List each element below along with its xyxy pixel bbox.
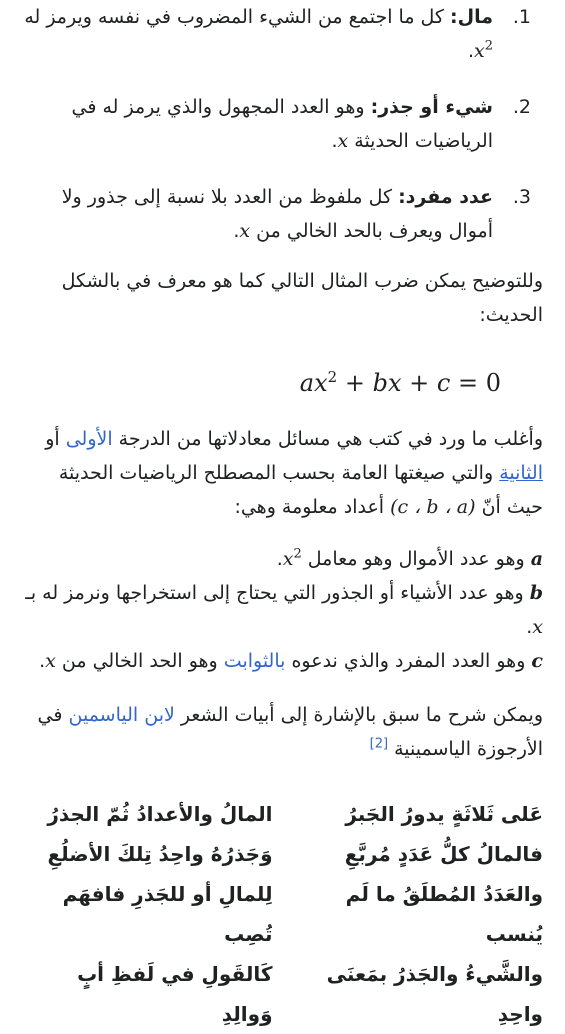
math-symbol: x xyxy=(532,616,543,638)
math-symbol: x xyxy=(337,130,349,152)
coefficients-math: (c ، b ، a) xyxy=(390,496,476,518)
verse-second-half: لِلمالِ أو للجَذرِ فافهَم تُصِب xyxy=(62,882,273,946)
item-number: 2. xyxy=(512,96,531,118)
reference-link[interactable]: [2] xyxy=(369,736,389,752)
item-number: 3. xyxy=(512,186,531,208)
definition-text: وهو العدد المجهول والذي يرمز له في الرياضيات الحديثة xyxy=(71,96,493,152)
first-degree-link[interactable]: الأولى xyxy=(65,428,113,450)
coefficient-symbol: c xyxy=(531,650,543,672)
item-number: 1. xyxy=(512,6,531,28)
definition-term: عدد مفرد: xyxy=(398,186,493,208)
definition-item: 1. مال: كل ما اجتمع من الشيء المضروب في نفسه ويرمز له $x^2$. xyxy=(22,0,543,68)
intro-paragraph: وللتوضيح يمكن ضرب المثال التالي كما هو معرف في بالشكل الحديث: xyxy=(61,270,543,326)
verse-second-half: المالُ والأعدادُ ثُمّ الجذرُ xyxy=(47,802,273,826)
coefficient-symbol: a xyxy=(530,548,543,570)
verse-second-half: كَالقَولِ في لَفظِ أبٍ وَوالِدِ xyxy=(77,962,273,1026)
verse-first-half: والعَدَدُ المُطلَقُ ما لَم يُنسب xyxy=(345,882,543,946)
math-symbol: x xyxy=(239,220,251,242)
definition-term: مال: xyxy=(450,6,493,28)
verse-second-half: وَجَذرُهُ واحِدُ تِلكَ الأضلُعِ xyxy=(47,842,273,866)
verse-first-half: عَلى ثَلاثَةٍ يدورُ الجَبرُ xyxy=(345,802,543,826)
poem-intro-paragraph: ويمكن شرح ما سبق بالإشارة إلى أبيات الشعر لابن الياسمين في الأرجوزة الياسمينية [2] xyxy=(37,704,543,760)
definition-item: 3. عدد مفرد: كل ملفوظ من العدد بلا نسبة إلى جذور ولا أموال ويعرف بالحد الخالي من x. xyxy=(22,180,543,248)
definition-text: كل ما اجتمع من الشيء المضروب في نفسه ويرمز له xyxy=(24,6,444,28)
coefficient-item: c وهو العدد المفرد والذي ندعوه بالثوابت وهو الحد الخالي من x. xyxy=(39,650,543,672)
math-symbol: $x^2$ xyxy=(474,38,493,62)
definition-item: 2. شيء أو جذر: وهو العدد المجهول والذي يرمز له في الرياضيات الحديثة x. xyxy=(22,90,543,158)
poem-verses xyxy=(22,794,543,1034)
math-symbol: x xyxy=(45,650,56,672)
definitions-list xyxy=(22,0,543,248)
constants-link[interactable]: بالثوابت xyxy=(223,650,286,672)
quadratic-formula: $ax^2$ + bx + c = 0 xyxy=(299,368,501,397)
verse-first-half: والشَّيءُ والجَذرُ بمَعنَى واحِدِ xyxy=(326,962,543,1026)
verse-first-half: فالمالُ كلُّ عَدَدٍ مُربَّعِ xyxy=(344,842,543,866)
math-symbol: $x^2$ xyxy=(282,546,302,570)
coefficient-symbol: b xyxy=(529,582,543,604)
second-degree-link[interactable]: الثانية xyxy=(499,462,543,484)
coefficient-item: b وهو عدد الأشياء أو الجذور التي يحتاج إلى استخراجها ونرمز له بـ x. xyxy=(25,582,543,638)
definition-term: شيء أو جذر: xyxy=(370,96,493,118)
coefficient-item: a وهو عدد الأموال وهو معامل $x^2$. xyxy=(276,546,543,570)
definition-text: كل ملفوظ من العدد بلا نسبة إلى جذور ولا أموال ويعرف بالحد الخالي من xyxy=(61,186,493,242)
coefficient-list xyxy=(22,542,543,678)
equations-paragraph: وأغلب ما ورد في كتب هي مسائل معادلاتها من الدرجة الأولى أو الثانية والتي صيغتها العامة بحسب المصطلح الرياضيات الحديثة حيث أنّ (c ، b ، a) أعداد معلومة وهي: xyxy=(45,428,543,518)
ibn-alyasamin-link[interactable]: لابن الياسمين xyxy=(68,704,175,726)
